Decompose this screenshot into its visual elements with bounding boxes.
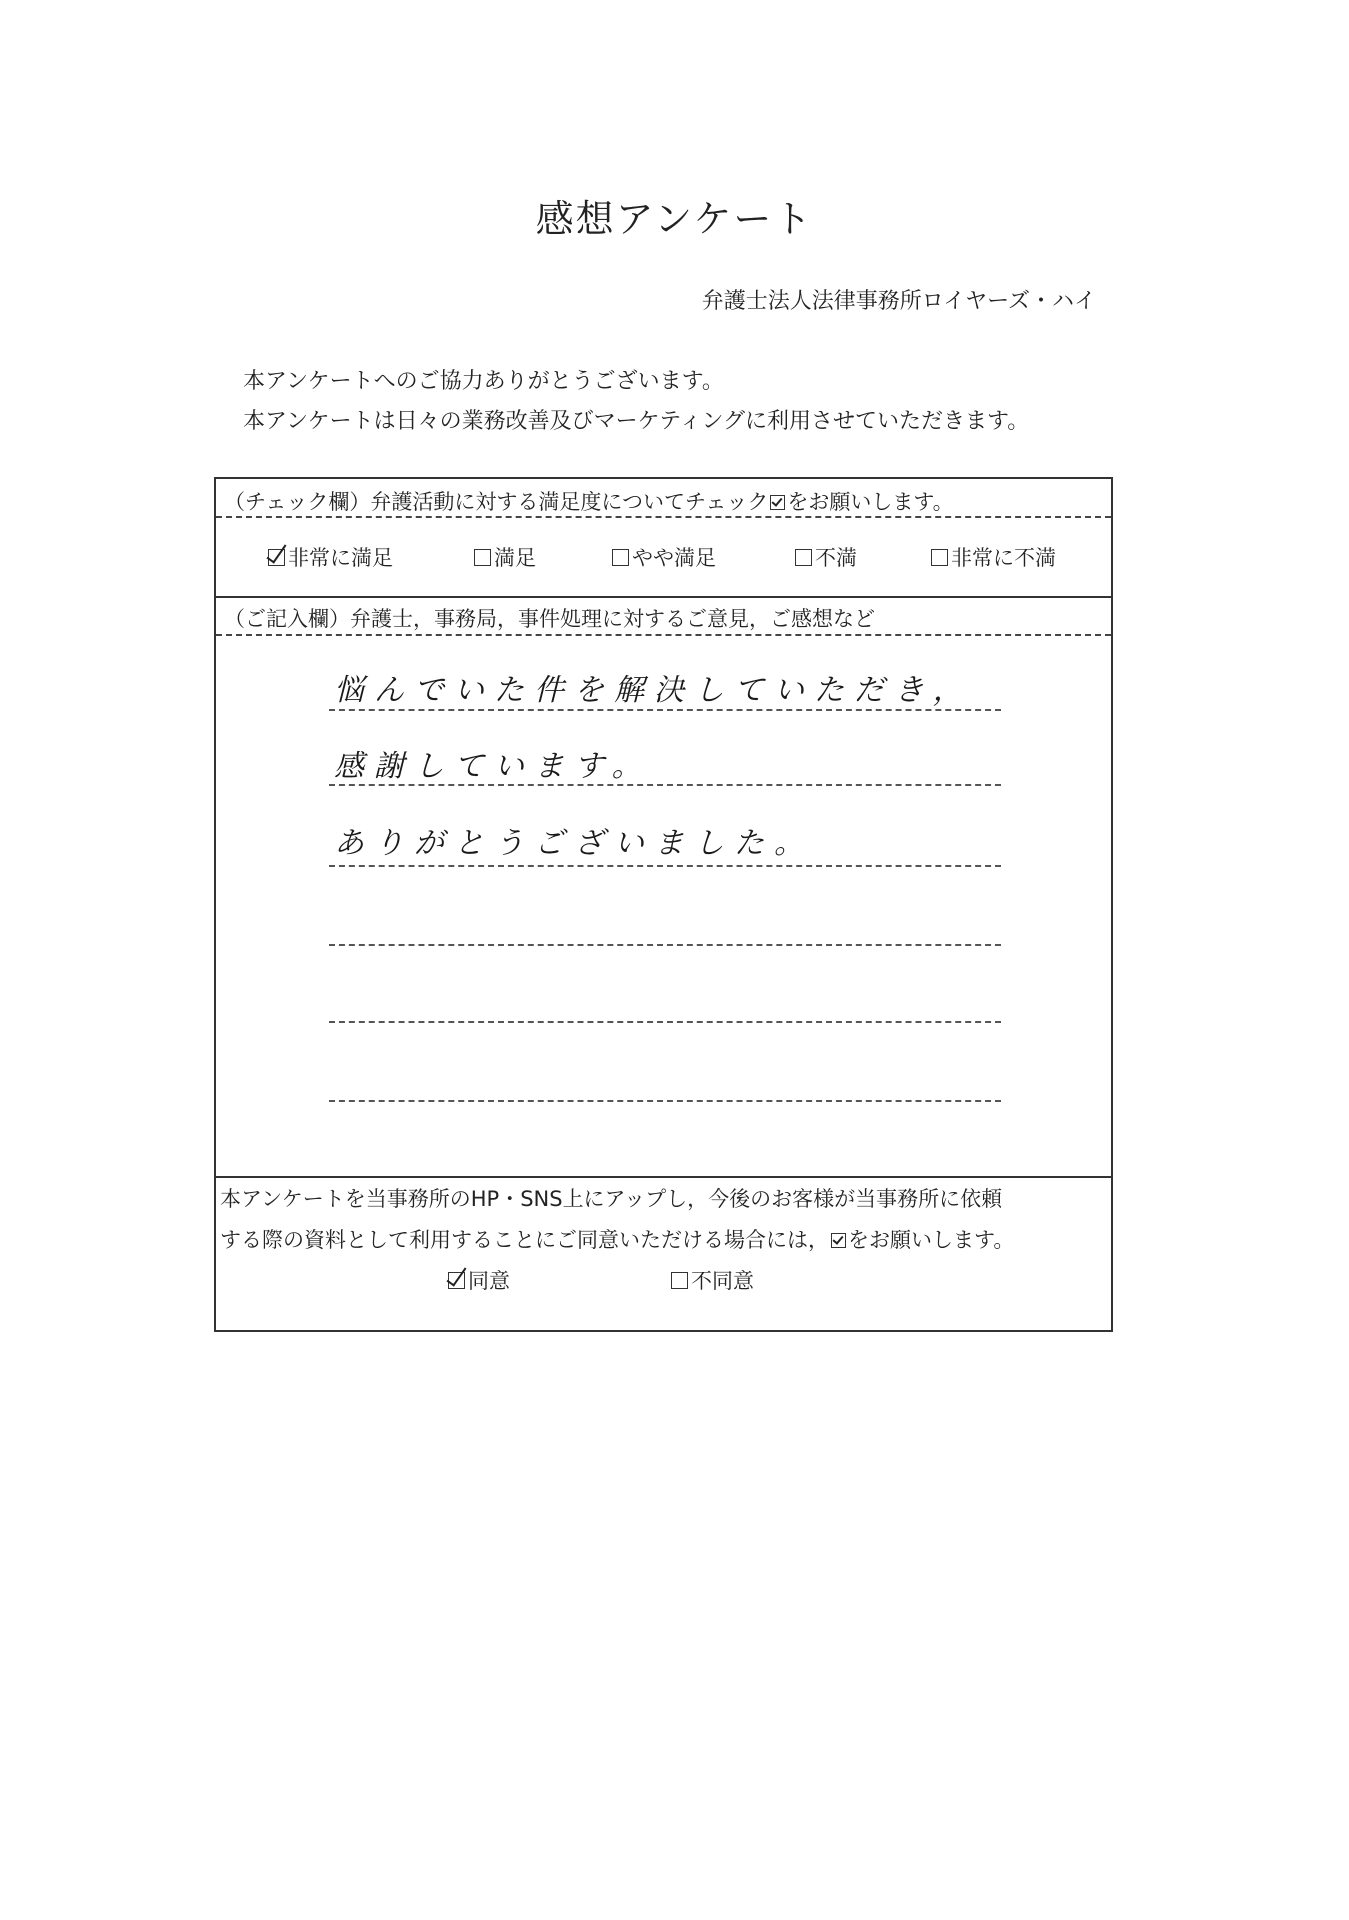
comment-section-heading: （ご記入欄）弁護士，事務局，事件処理に対するご意見，ご感想など (224, 607, 875, 631)
option-dissatisfied[interactable]: 不満 (795, 542, 857, 572)
option-disagree[interactable]: 不同意 (671, 1265, 754, 1295)
divider (216, 634, 1111, 636)
checkbox-icon[interactable] (474, 549, 491, 566)
option-satisfied[interactable]: 満足 (474, 542, 536, 572)
survey-form (214, 477, 1113, 1332)
option-agree[interactable]: 同意 (448, 1265, 510, 1295)
handwritten-line-3: ありがとうございました。 (334, 826, 814, 861)
handwritten-line-1: 悩んでいた件を解決していただき， (334, 673, 973, 708)
checkbox-checked-icon[interactable] (448, 1272, 465, 1289)
checkbox-example-icon (770, 495, 785, 510)
divider (216, 1176, 1111, 1178)
page-title: 感想アンケート (535, 197, 814, 241)
check-section-heading: （チェック欄）弁護活動に対する満足度についてチェック をお願いします。 (224, 490, 954, 514)
option-somewhat-satisfied[interactable]: やや満足 (612, 542, 716, 572)
checkbox-checked-icon[interactable] (268, 549, 285, 566)
checkbox-icon[interactable] (931, 549, 948, 566)
option-very-satisfied[interactable]: 非常に満足 (268, 542, 393, 572)
consent-text-line-1: 本アンケートを当事務所のHP・SNS上にアップし，今後のお客様が当事務所に依頼 (220, 1187, 1003, 1211)
writing-line (329, 944, 1001, 946)
writing-line (329, 784, 1001, 786)
checkbox-icon[interactable] (671, 1272, 688, 1289)
divider (216, 596, 1111, 598)
option-very-dissatisfied[interactable]: 非常に不満 (931, 542, 1056, 572)
intro-line-1: 本アンケートへのご協力ありがとうございます。 (243, 369, 724, 394)
consent-text-line-2: する際の資料として利用することにご同意いただける場合には， をお願いします。 (220, 1228, 1015, 1252)
organization-name: 弁護士法人法律事務所ロイヤーズ・ハイ (701, 289, 1096, 314)
writing-line (329, 1021, 1001, 1023)
writing-line (329, 709, 1001, 711)
writing-line (329, 865, 1001, 867)
intro-line-2: 本アンケートは日々の業務改善及びマーケティングに利用させていただきます。 (243, 409, 1030, 434)
writing-line (329, 1100, 1001, 1102)
checkbox-example-icon (831, 1233, 846, 1248)
checkbox-icon[interactable] (612, 549, 629, 566)
handwritten-line-2: 感謝しています。 (334, 749, 652, 784)
divider (216, 516, 1111, 518)
checkbox-icon[interactable] (795, 549, 812, 566)
